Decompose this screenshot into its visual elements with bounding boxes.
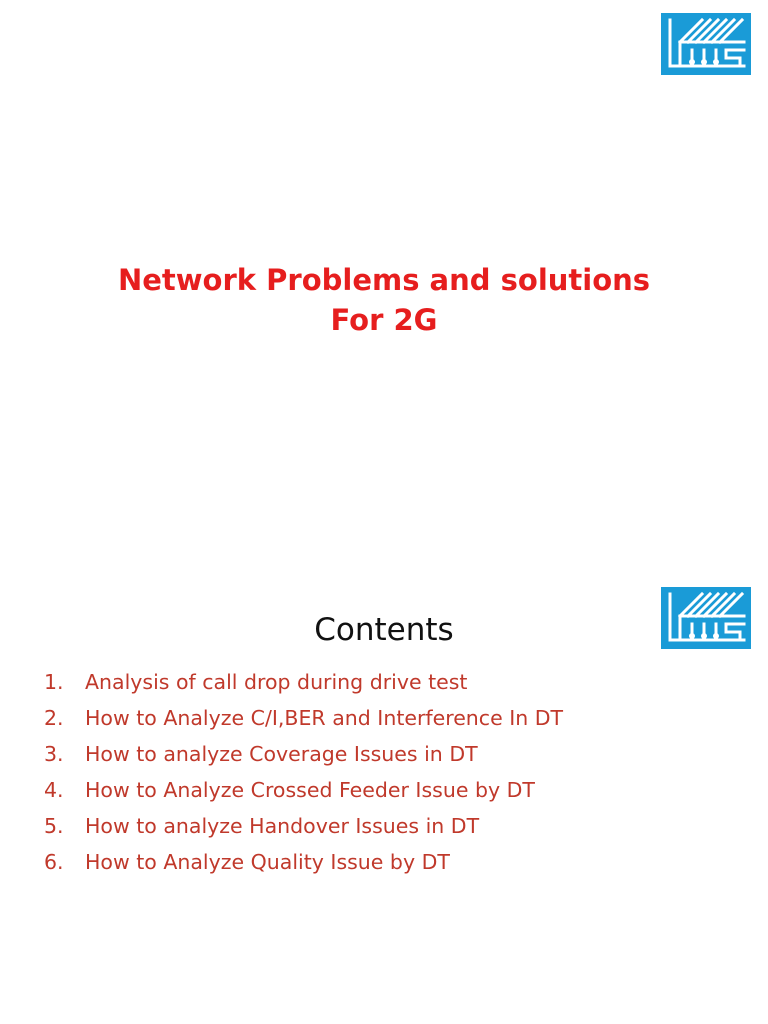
list-item-text: How to analyze Coverage Issues in DT xyxy=(85,742,478,766)
list-item-text: How to Analyze Crossed Feeder Issue by DT xyxy=(85,778,535,802)
list-item-number: 3. xyxy=(44,742,64,766)
contents-list xyxy=(44,664,563,880)
list-item-text: How to analyze Handover Issues in DT xyxy=(85,814,480,838)
list-item-number: 2. xyxy=(44,706,64,730)
list-item-text: How to Analyze C/I,BER and Interference In DT xyxy=(85,706,564,730)
slide-title xyxy=(0,260,768,340)
list-item-number: 4. xyxy=(44,778,64,802)
list-item xyxy=(44,844,563,880)
list-item-text: Analysis of call drop during drive test xyxy=(85,670,468,694)
list-item xyxy=(44,664,563,700)
list-item xyxy=(44,736,563,772)
list-item-text: How to Analyze Quality Issue by DT xyxy=(85,850,450,874)
list-item xyxy=(44,808,563,844)
list-item-number: 5. xyxy=(44,814,64,838)
title-line-1: Network Problems and solutions xyxy=(117,263,651,297)
list-item-number: 1. xyxy=(44,670,64,694)
list-item-number: 6. xyxy=(44,850,64,874)
title-line-2: For 2G xyxy=(330,303,438,337)
contents-slide xyxy=(0,512,768,1024)
circuit-logo-icon xyxy=(660,12,752,76)
contents-heading: Contents xyxy=(314,612,454,648)
list-item xyxy=(44,700,563,736)
list-item xyxy=(44,772,563,808)
